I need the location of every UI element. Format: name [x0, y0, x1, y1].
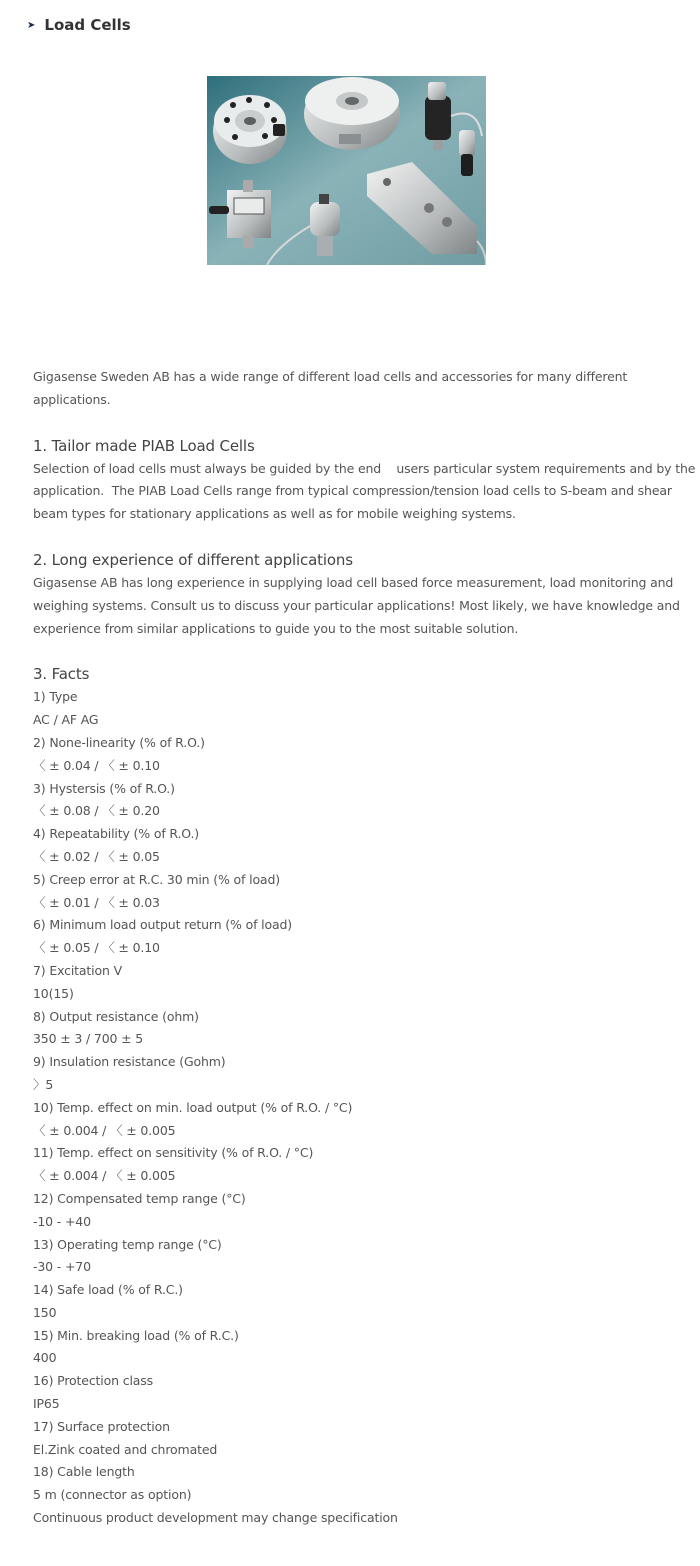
section-experience: [33, 549, 698, 640]
intro-text: Gigasense Sweden AB has a wide range of different load cells and accessories for many different applications.: [33, 369, 628, 407]
fact-value: -30 - +70: [33, 1259, 91, 1275]
main-content: [33, 366, 698, 1530]
fact-label: 1) Type: [33, 689, 78, 705]
fact-label: 6) Minimum load output return (% of load): [33, 917, 292, 933]
fact-value: 〈 ± 0.01 / 〈 ± 0.03: [33, 894, 160, 910]
fact-value: 5 m (connector as option): [33, 1487, 192, 1503]
fact-value: 〈 ± 0.02 / 〈 ± 0.05: [33, 848, 160, 864]
fact-label: 8) Output resistance (ohm): [33, 1008, 199, 1024]
section-text: Gigasense AB has long experience in supplying load cell based force measurement, load monitoring and weighing systems. Consult us to discuss your particular applications! Most likely, we have knowledge and experience from similar applications to guide you to the most suitable solution.: [33, 574, 684, 636]
fact-value: 10(15): [33, 985, 74, 1001]
fact-label: 9) Insulation resistance (Gohm): [33, 1054, 226, 1070]
fact-value: 〈 ± 0.05 / 〈 ± 0.10: [33, 940, 160, 956]
facts-footnote: Continuous product development may change specification: [33, 1510, 398, 1526]
fact-label: 2) None-linearity (% of R.O.): [33, 734, 205, 750]
fact-value: 〈 ± 0.08 / 〈 ± 0.20: [33, 803, 160, 819]
fact-value: 〈 ± 0.04 / 〈 ± 0.10: [33, 757, 160, 773]
fact-value: 400: [33, 1350, 57, 1366]
page-title: Load Cells: [44, 16, 131, 34]
load-cells-product-photo: [207, 76, 486, 265]
fact-label: 11) Temp. effect on sensitivity (% of R.O. / °C): [33, 1145, 314, 1161]
section-heading: 1. Tailor made PIAB Load Cells: [33, 436, 255, 455]
fact-label: 7) Excitation V: [33, 962, 123, 978]
section-tailor-made: [33, 435, 698, 526]
fact-value: 〉5: [33, 1076, 54, 1092]
fact-label: 14) Safe load (% of R.C.): [33, 1282, 183, 1298]
fact-value: -10 - +40: [33, 1213, 91, 1229]
fact-label: 5) Creep error at R.C. 30 min (% of load): [33, 871, 280, 887]
fact-value: 〈 ± 0.004 / 〈 ± 0.005: [33, 1122, 176, 1138]
section-text: Selection of load cells must always be guided by the end users particular system requirements and by the application. The PIAB Load Cells range from typical compression/tension load cells to S-beam and shear beam types for stationary applications as well as for mobile weighing systems.: [33, 460, 700, 522]
fact-label: 15) Min. breaking load (% of R.C.): [33, 1327, 239, 1343]
fact-label: 17) Surface protection: [33, 1418, 170, 1434]
fact-label: 4) Repeatability (% of R.O.): [33, 826, 200, 842]
fact-value: 350 ± 3 / 700 ± 5: [33, 1031, 144, 1047]
fact-label: 16) Protection class: [33, 1373, 153, 1389]
fact-value: 150: [33, 1304, 57, 1320]
fact-value: 〈 ± 0.004 / 〈 ± 0.005: [33, 1168, 176, 1184]
facts-list: [33, 686, 698, 1507]
fact-value: IP65: [33, 1396, 60, 1412]
section-heading: 2. Long experience of different applications: [33, 550, 353, 569]
fact-value: AC / AF AG: [33, 712, 99, 728]
section-facts: [33, 663, 698, 1529]
fact-label: 18) Cable length: [33, 1464, 135, 1480]
fact-value: El.Zink coated and chromated: [33, 1441, 218, 1457]
arrow-right-icon: ➤: [27, 19, 36, 31]
page-header: [27, 16, 131, 34]
fact-label: 3) Hystersis (% of R.O.): [33, 780, 175, 796]
fact-label: 10) Temp. effect on min. load output (% of R.O. / °C): [33, 1099, 353, 1115]
fact-label: 13) Operating temp range (°C): [33, 1236, 222, 1252]
facts-heading: 3. Facts: [33, 665, 90, 684]
fact-label: 12) Compensated temp range (°C): [33, 1190, 246, 1206]
